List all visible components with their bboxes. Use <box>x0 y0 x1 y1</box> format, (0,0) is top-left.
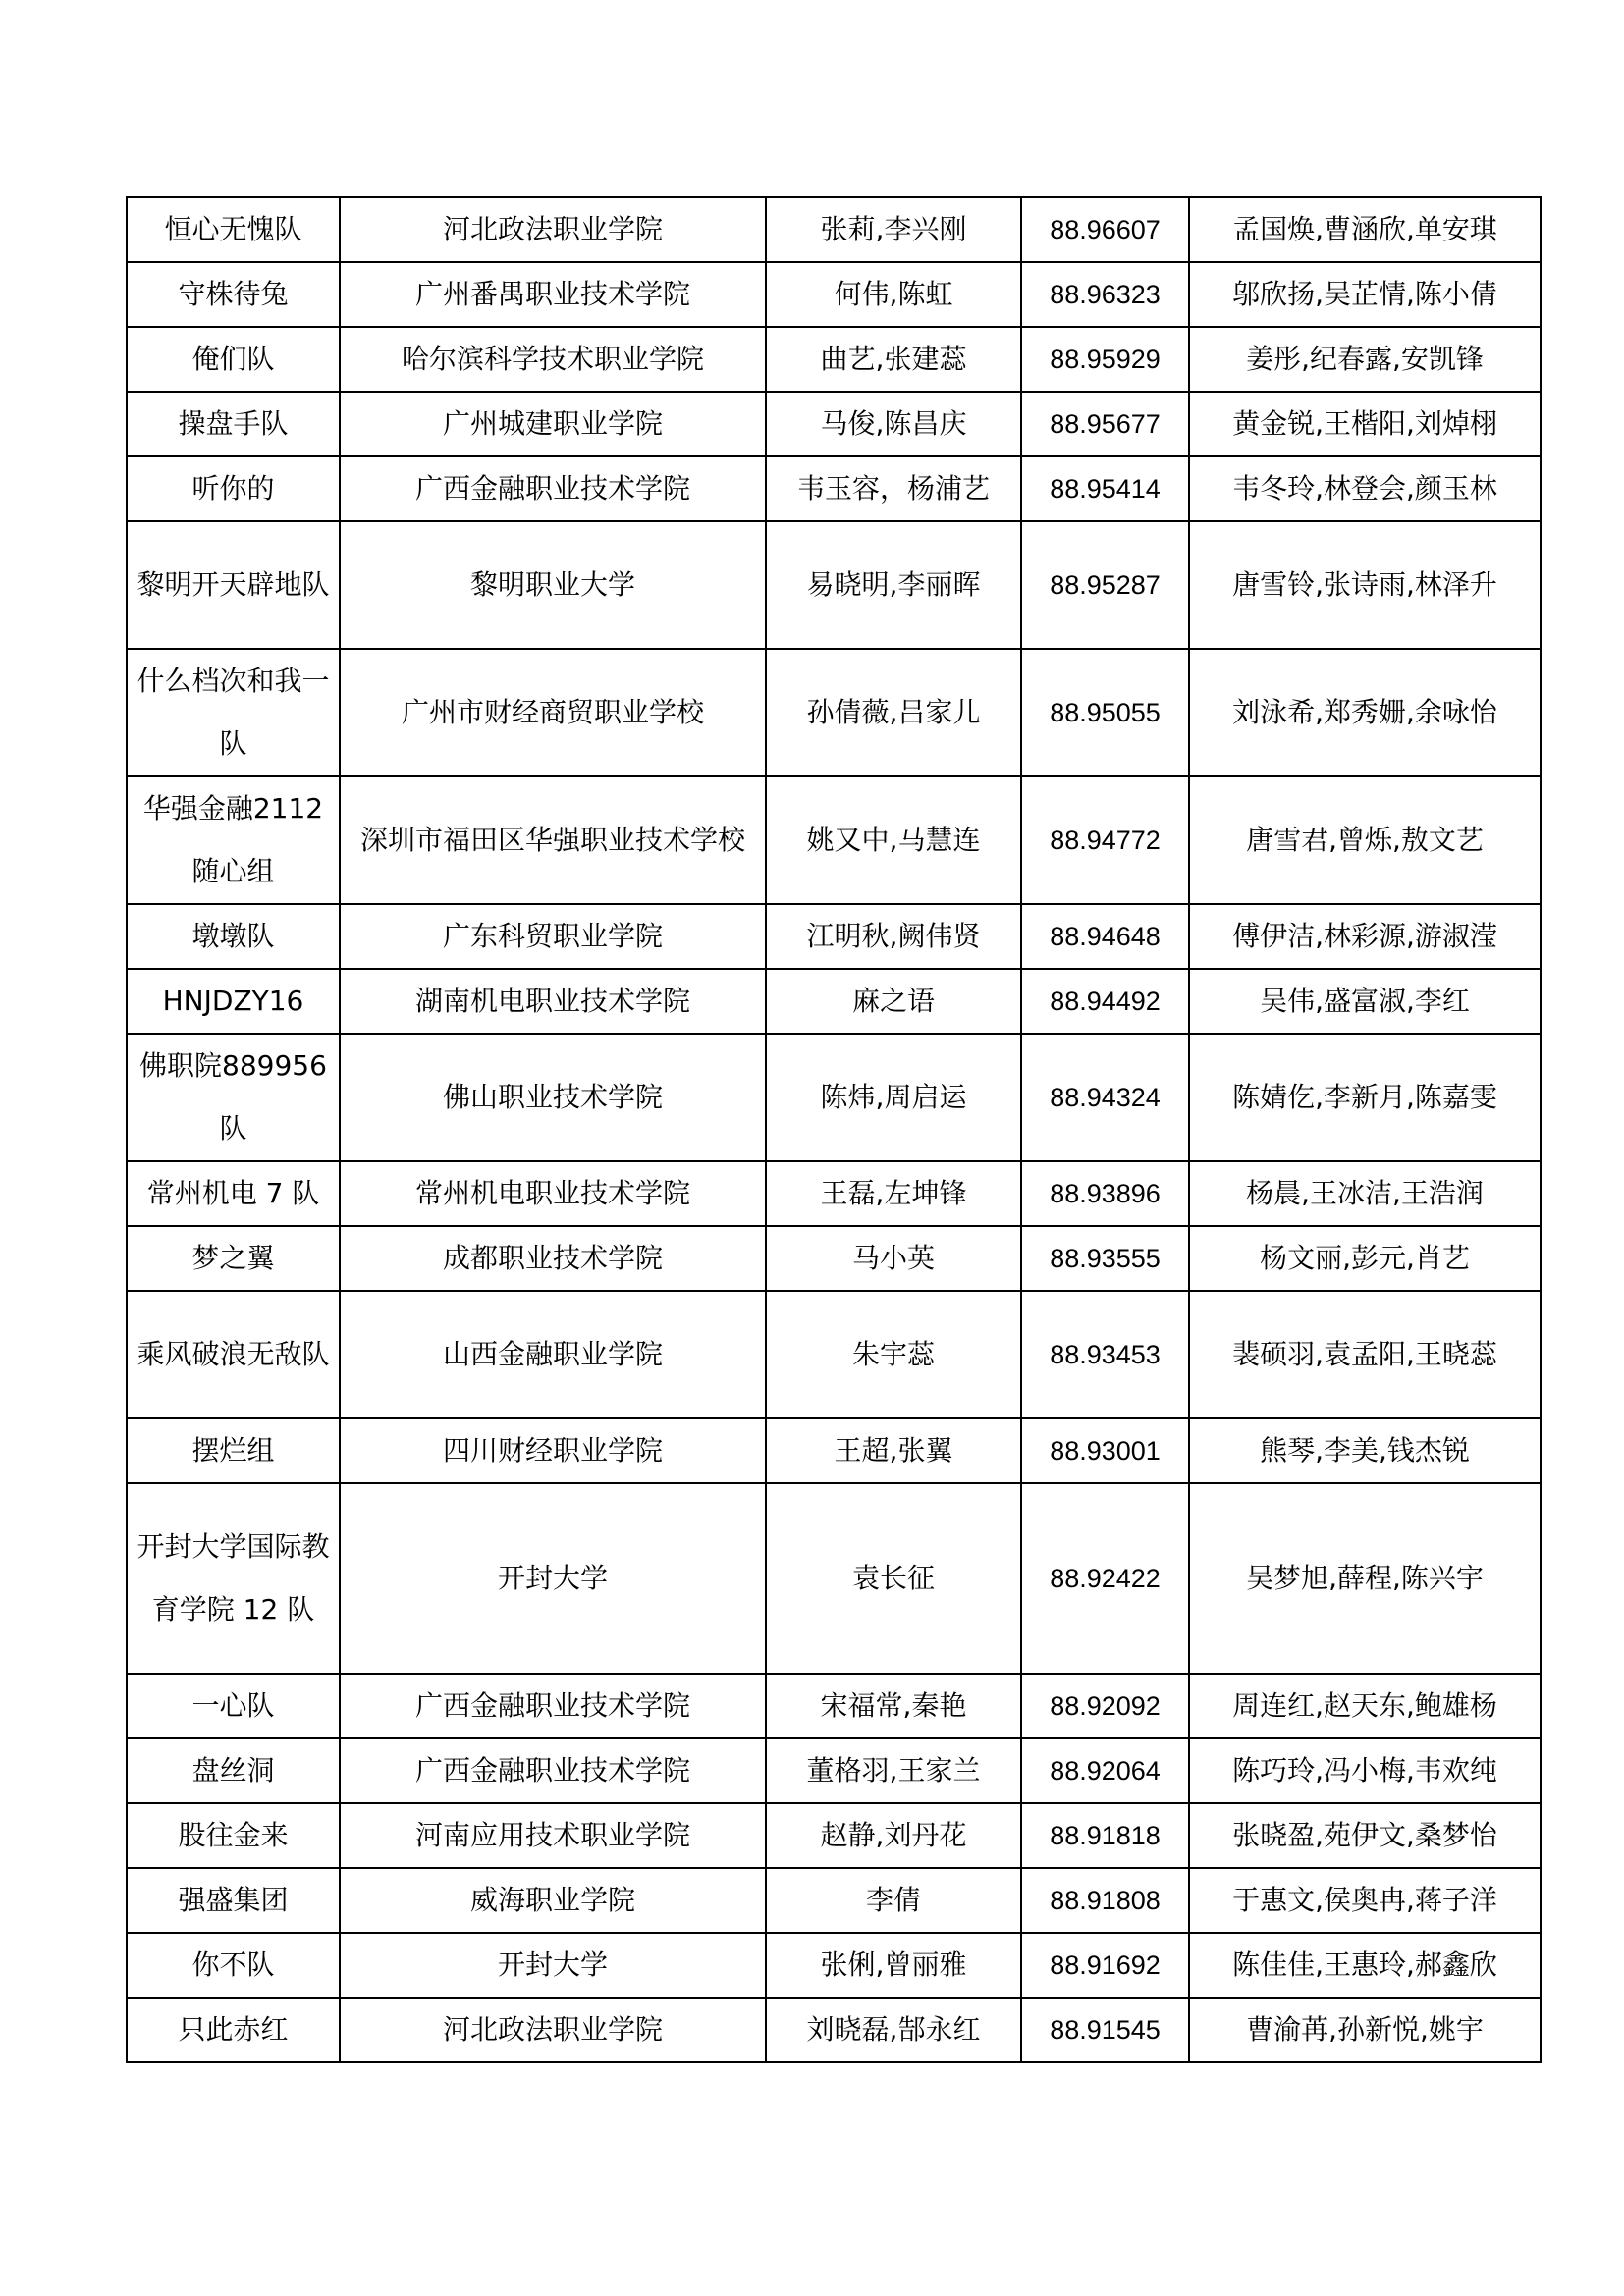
members-cell: 于惠文,侯奥冉,蒋子洋 <box>1189 1868 1541 1933</box>
team-name-cell: 开封大学国际教育学院 12 队 <box>127 1483 340 1674</box>
table-row <box>127 1161 1541 1226</box>
team-name-cell: 俺们队 <box>127 327 340 392</box>
school-cell: 威海职业学院 <box>340 1868 766 1933</box>
score-cell: 88.91692 <box>1021 1933 1189 1998</box>
school-cell: 广州番禺职业技术学院 <box>340 262 766 327</box>
members-cell: 熊琴,李美,钱杰锐 <box>1189 1418 1541 1483</box>
score-cell: 88.96323 <box>1021 262 1189 327</box>
table-row <box>127 649 1541 776</box>
school-cell: 开封大学 <box>340 1483 766 1674</box>
team-name-cell: 股往金来 <box>127 1803 340 1868</box>
school-cell: 广西金融职业技术学院 <box>340 1738 766 1803</box>
members-cell: 张晓盈,苑伊文,桑梦怡 <box>1189 1803 1541 1868</box>
team-name-cell: 一心队 <box>127 1674 340 1738</box>
members-cell: 陈巧玲,冯小梅,韦欢纯 <box>1189 1738 1541 1803</box>
school-cell: 河北政法职业学院 <box>340 1998 766 2062</box>
team-name-cell: 黎明开天辟地队 <box>127 521 340 649</box>
teacher-cell: 马小英 <box>766 1226 1021 1291</box>
score-cell: 88.95287 <box>1021 521 1189 649</box>
table-row <box>127 1998 1541 2062</box>
teacher-cell: 曲艺,张建蕊 <box>766 327 1021 392</box>
school-cell: 四川财经职业学院 <box>340 1418 766 1483</box>
school-cell: 成都职业技术学院 <box>340 1226 766 1291</box>
school-cell: 河南应用技术职业学院 <box>340 1803 766 1868</box>
score-cell: 88.94324 <box>1021 1034 1189 1161</box>
team-name-cell: 只此赤红 <box>127 1998 340 2062</box>
members-cell: 曹渝苒,孙新悦,姚宇 <box>1189 1998 1541 2062</box>
document-page <box>126 196 1542 2063</box>
school-cell: 开封大学 <box>340 1933 766 1998</box>
team-name-cell: HNJDZY16 <box>127 969 340 1034</box>
teacher-cell: 李倩 <box>766 1868 1021 1933</box>
score-cell: 88.95677 <box>1021 392 1189 456</box>
teacher-cell: 刘晓磊,郜永红 <box>766 1998 1021 2062</box>
table-row <box>127 392 1541 456</box>
team-name-cell: 什么档次和我一队 <box>127 649 340 776</box>
team-name-cell: 守株待兔 <box>127 262 340 327</box>
teacher-cell: 江明秋,阙伟贤 <box>766 904 1021 969</box>
teacher-cell: 赵静,刘丹花 <box>766 1803 1021 1868</box>
results-table <box>126 196 1542 2063</box>
teacher-cell: 张莉,李兴刚 <box>766 197 1021 262</box>
score-cell: 88.91545 <box>1021 1998 1189 2062</box>
team-name-cell: 恒心无愧队 <box>127 197 340 262</box>
team-name-cell: 华强金融2112 随心组 <box>127 776 340 904</box>
teacher-cell: 孙倩薇,吕家儿 <box>766 649 1021 776</box>
table-row <box>127 521 1541 649</box>
team-name-cell: 佛职院889956 队 <box>127 1034 340 1161</box>
school-cell: 佛山职业技术学院 <box>340 1034 766 1161</box>
teacher-cell: 韦玉容，杨浦艺 <box>766 456 1021 521</box>
members-cell: 陈婧仡,李新月,陈嘉雯 <box>1189 1034 1541 1161</box>
table-row <box>127 1933 1541 1998</box>
score-cell: 88.94772 <box>1021 776 1189 904</box>
score-cell: 88.92092 <box>1021 1674 1189 1738</box>
team-name-cell: 墩墩队 <box>127 904 340 969</box>
members-cell: 杨文丽,彭元,肖艺 <box>1189 1226 1541 1291</box>
teacher-cell: 董格羽,王家兰 <box>766 1738 1021 1803</box>
members-cell: 吴梦旭,薛程,陈兴宇 <box>1189 1483 1541 1674</box>
score-cell: 88.93555 <box>1021 1226 1189 1291</box>
score-cell: 88.94492 <box>1021 969 1189 1034</box>
teacher-cell: 王超,张翼 <box>766 1418 1021 1483</box>
school-cell: 哈尔滨科学技术职业学院 <box>340 327 766 392</box>
score-cell: 88.94648 <box>1021 904 1189 969</box>
table-row <box>127 1738 1541 1803</box>
team-name-cell: 常州机电 7 队 <box>127 1161 340 1226</box>
table-row <box>127 776 1541 904</box>
members-cell: 韦冬玲,林登会,颜玉林 <box>1189 456 1541 521</box>
results-table-body <box>127 197 1541 2062</box>
teacher-cell: 麻之语 <box>766 969 1021 1034</box>
table-row <box>127 262 1541 327</box>
score-cell: 88.93453 <box>1021 1291 1189 1418</box>
team-name-cell: 操盘手队 <box>127 392 340 456</box>
team-name-cell: 听你的 <box>127 456 340 521</box>
members-cell: 黄金锐,王楷阳,刘焯栩 <box>1189 392 1541 456</box>
school-cell: 广西金融职业技术学院 <box>340 456 766 521</box>
teacher-cell: 姚又中,马慧连 <box>766 776 1021 904</box>
school-cell: 广西金融职业技术学院 <box>340 1674 766 1738</box>
teacher-cell: 张俐,曾丽雅 <box>766 1933 1021 1998</box>
members-cell: 唐雪铃,张诗雨,林泽升 <box>1189 521 1541 649</box>
table-row <box>127 1483 1541 1674</box>
teacher-cell: 马俊,陈昌庆 <box>766 392 1021 456</box>
team-name-cell: 你不队 <box>127 1933 340 1998</box>
teacher-cell: 何伟,陈虹 <box>766 262 1021 327</box>
score-cell: 88.93001 <box>1021 1418 1189 1483</box>
table-row <box>127 197 1541 262</box>
members-cell: 杨晨,王冰洁,王浩润 <box>1189 1161 1541 1226</box>
school-cell: 山西金融职业学院 <box>340 1291 766 1418</box>
school-cell: 湖南机电职业技术学院 <box>340 969 766 1034</box>
table-row <box>127 327 1541 392</box>
score-cell: 88.95929 <box>1021 327 1189 392</box>
teacher-cell: 宋福常,秦艳 <box>766 1674 1021 1738</box>
score-cell: 88.92064 <box>1021 1738 1189 1803</box>
members-cell: 周连红,赵天东,鲍雄杨 <box>1189 1674 1541 1738</box>
teacher-cell: 陈炜,周启运 <box>766 1034 1021 1161</box>
table-row <box>127 1418 1541 1483</box>
school-cell: 常州机电职业技术学院 <box>340 1161 766 1226</box>
members-cell: 陈佳佳,王惠玲,郝鑫欣 <box>1189 1933 1541 1998</box>
members-cell: 孟国焕,曹涵欣,单安琪 <box>1189 197 1541 262</box>
school-cell: 广东科贸职业学院 <box>340 904 766 969</box>
school-cell: 河北政法职业学院 <box>340 197 766 262</box>
table-row <box>127 1868 1541 1933</box>
teacher-cell: 易晓明,李丽晖 <box>766 521 1021 649</box>
school-cell: 深圳市福田区华强职业技术学校 <box>340 776 766 904</box>
teacher-cell: 袁长征 <box>766 1483 1021 1674</box>
school-cell: 广州城建职业学院 <box>340 392 766 456</box>
table-row <box>127 1803 1541 1868</box>
school-cell: 广州市财经商贸职业学校 <box>340 649 766 776</box>
members-cell: 唐雪君,曾烁,敖文艺 <box>1189 776 1541 904</box>
team-name-cell: 摆烂组 <box>127 1418 340 1483</box>
table-row <box>127 1226 1541 1291</box>
table-row <box>127 969 1541 1034</box>
table-row <box>127 1291 1541 1418</box>
score-cell: 88.95414 <box>1021 456 1189 521</box>
members-cell: 裴硕羽,袁孟阳,王晓蕊 <box>1189 1291 1541 1418</box>
members-cell: 邬欣扬,吴芷情,陈小倩 <box>1189 262 1541 327</box>
team-name-cell: 强盛集团 <box>127 1868 340 1933</box>
table-row <box>127 456 1541 521</box>
members-cell: 傅伊洁,林彩源,游淑滢 <box>1189 904 1541 969</box>
score-cell: 88.95055 <box>1021 649 1189 776</box>
members-cell: 刘泳希,郑秀姗,余咏怡 <box>1189 649 1541 776</box>
score-cell: 88.91808 <box>1021 1868 1189 1933</box>
school-cell: 黎明职业大学 <box>340 521 766 649</box>
team-name-cell: 盘丝洞 <box>127 1738 340 1803</box>
score-cell: 88.96607 <box>1021 197 1189 262</box>
score-cell: 88.91818 <box>1021 1803 1189 1868</box>
members-cell: 姜彤,纪春露,安凯锋 <box>1189 327 1541 392</box>
table-row <box>127 904 1541 969</box>
teacher-cell: 朱宇蕊 <box>766 1291 1021 1418</box>
teacher-cell: 王磊,左坤锋 <box>766 1161 1021 1226</box>
team-name-cell: 梦之翼 <box>127 1226 340 1291</box>
table-row <box>127 1674 1541 1738</box>
score-cell: 88.93896 <box>1021 1161 1189 1226</box>
score-cell: 88.92422 <box>1021 1483 1189 1674</box>
members-cell: 吴伟,盛富淑,李红 <box>1189 969 1541 1034</box>
table-row <box>127 1034 1541 1161</box>
team-name-cell: 乘风破浪无敌队 <box>127 1291 340 1418</box>
